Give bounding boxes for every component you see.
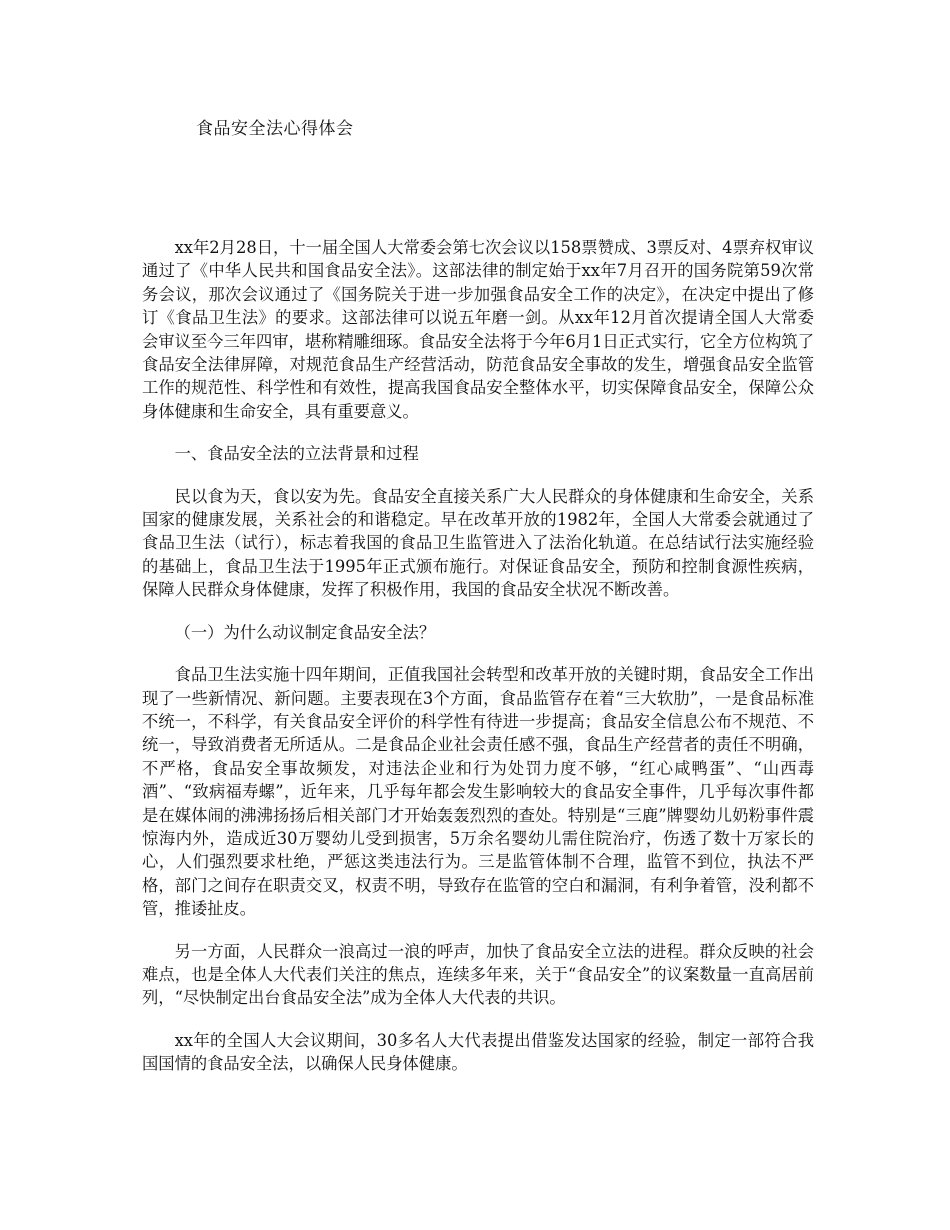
paragraph-npc-proposal: xx年的全国人大会议期间，30多名人大代表提出借鉴发达国家的经验，制定一部符合我国国情的食品安全法，以确保人民身体健康。 [142, 1030, 814, 1074]
section-heading-1: 一、食品安全法的立法背景和过程 [174, 444, 419, 464]
document-title: 食品安全法心得体会 [196, 119, 354, 139]
paragraph-intro: xx年2月28日，十一届全国人大常委会第七次会议以158票赞成、3票反对、4票弃权审议通过了《中华人民共和国食品安全法》。这部法律的制定始于xx年7月召开的国务院第59次常务会议，那次会议通过了《国务院关于进一步加强食品安全工作的决定》，在决定中提出了修订《食品卫生法》的要求。这部法律可以说五年磨一剑。从xx年12月首次提请全国人大常委会审议至今三年四审，堪称精雕细琢。食品安全法将于今年6月1日正式实行，它全方位构筑了食品安全法律屏障，对规范食品生产经营活动，防范食品安全事故的发生，增强食品安全监管工作的规范性、科学性和有效性，提高我国食品安全整体水平，切实保障食品安全，保障公众身体健康和生命安全，具有重要意义。 [142, 238, 814, 421]
paragraph-problems: 食品卫生法实施十四年期间，正值我国社会转型和改革开放的关键时期，食品安全工作出现了一些新情况、新问题。主要表现在3个方面，食品监管存在着“三大软肋”，一是食品标准不统一，不科学，有关食品安全评价的科学性有待进一步提高；食品安全信息公布不规范、不统一，导致消费者无所适从。二是食品企业社会责任感不强，食品生产经营者的责任不明确，不严格，食品安全事故频发，对违法企业和行为处罚力度不够，“红心咸鸭蛋”、“山西毒酒”、“致病福寿螺”，近年来，几乎每年都会发生影响较大的食品安全事件，几乎每次事件都是在媒体闹的沸沸扬扬后相关部门才开始轰轰烈烈的查处。特别是“三鹿”牌婴幼儿奶粉事件震惊海内外，造成近30万婴幼儿受到损害，5万余名婴幼儿需住院治疗，伤透了数十万家长的心，人们强烈要求杜绝，严惩这类违法行为。三是监管体制不合理，监管不到位，执法不严格，部门之间存在职责交叉，权责不明，导致存在监管的空白和漏洞，有利争着管，没利都不管，推诿扯皮。 [142, 665, 814, 919]
document-body [142, 236, 814, 1095]
paragraph-public-demand: 另一方面，人民群众一浪高过一浪的呼声，加快了食品安全立法的进程。群众反映的社会难点，也是全体人大代表们关注的焦点，连续多年来，关于“食品安全”的议案数量一直高居前列，“尽快制定出台食品安全法”成为全体人大代表的共识。 [142, 941, 814, 1008]
paragraph-background: 民以食为天，食以安为先。食品安全直接关系广大人民群众的身体健康和生命安全，关系国家的健康发展，关系社会的和谐稳定。早在改革开放的1982年，全国人大常委会就通过了食品卫生法（试行），标志着我国的食品卫生监管进入了法治化轨道。在总结试行法实施经验的基础上，食品卫生法于1995年正式颁布施行。对保证食品安全，预防和控制食源性疾病，保障人民群众身体健康，发挥了积极作用，我国的食品安全状况不断改善。 [142, 486, 814, 600]
subsection-heading-1: （一）为什么动议制定食品安全法？ [174, 622, 436, 642]
